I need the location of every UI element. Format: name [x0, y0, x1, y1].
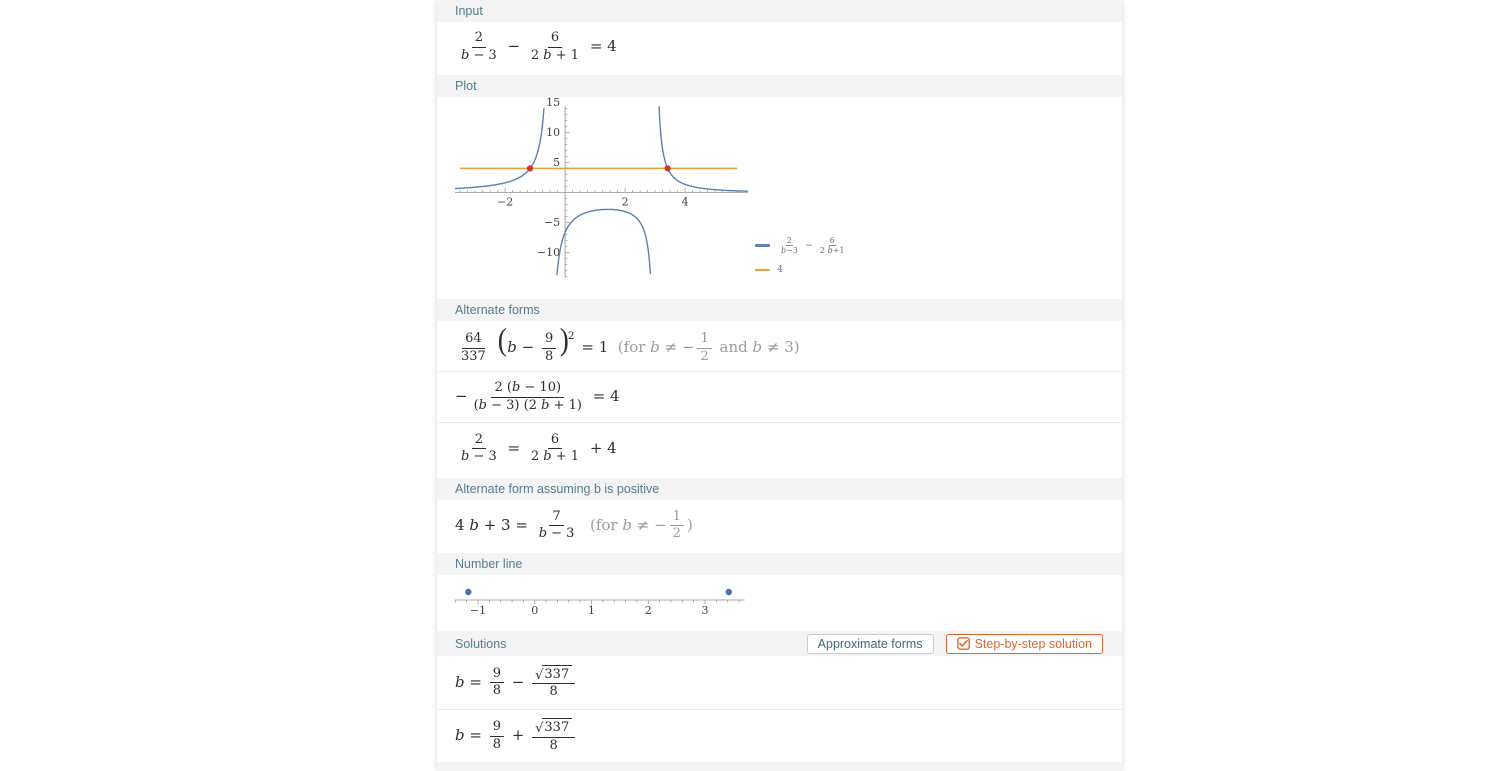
- solution-1[interactable]: [437, 656, 1122, 710]
- pod-title-number-line: Number line: [455, 557, 523, 571]
- alt-positive-form[interactable]: [437, 500, 1122, 551]
- pod-header-alt-positive: [437, 478, 1122, 500]
- checkbox-checked-icon: [957, 637, 970, 650]
- svg-text:−5: −5: [543, 215, 561, 229]
- pod-header-plot: [437, 75, 1122, 97]
- pod-title-input: Input: [455, 4, 483, 18]
- svg-text:10: 10: [546, 125, 561, 139]
- alternate-form-1-equation: $\frac{64}{337}$ (b − $\frac{9}{8}$ )$^2$ = 1 (for b ≠ − $\frac{1}{2}$ and b ≠ 3): [461, 321, 800, 364]
- plot-image[interactable]: [455, 95, 755, 288]
- svg-text:2: 2: [644, 604, 652, 617]
- svg-text:4: 4: [681, 195, 689, 209]
- step-by-step-label: Step-by-step solution: [974, 636, 1092, 651]
- solution-1-equation: b = $\frac{9}{8}$ − $\frac{√337}{8}$: [455, 665, 578, 701]
- alternate-form-1[interactable]: [437, 321, 1122, 372]
- plot-pod-content: [437, 97, 1122, 296]
- svg-text:−2: −2: [496, 195, 514, 209]
- input-expression[interactable]: [437, 22, 1122, 72]
- svg-text:3: 3: [701, 604, 709, 617]
- alt-positive-equation: 4 b + 3 = $\frac{7}{b - 3}$ (for b ≠ − $\frac{1}{2}$ ): [455, 508, 693, 541]
- pod-title-alt-positive: Alternate form assuming b is positive: [455, 482, 660, 496]
- solutions-buttons: [807, 634, 1103, 654]
- svg-text:15: 15: [546, 95, 561, 109]
- pod-header-solutions: [437, 631, 1122, 656]
- pod-title-solutions: Solutions: [455, 636, 507, 651]
- approximate-forms-label: Approximate forms: [817, 636, 923, 651]
- solution-2[interactable]: [437, 710, 1122, 762]
- alternate-form-3-equation: $\frac{2}{b - 3}$ = $\frac{6}{2 b + 1}$ + 4: [461, 431, 617, 464]
- plot-legend: $\frac{2}{b-3}$ − $\frac{6}{2 b+1}$ 4: [755, 236, 848, 284]
- svg-text:−10: −10: [536, 245, 561, 259]
- number-line-image[interactable]: [455, 585, 751, 630]
- pod-header-number-line: [437, 553, 1122, 575]
- alternate-form-3[interactable]: [437, 423, 1122, 474]
- svg-text:1: 1: [587, 604, 595, 617]
- number-line-pod-content: [437, 575, 1122, 628]
- svg-text:2: 2: [621, 195, 629, 209]
- alternate-form-2-equation: − $\frac{2 (b - 10)}{(b - 3) (2 b + 1)}$ = 4: [455, 380, 620, 413]
- next-pod-header-partial: [437, 762, 1122, 771]
- pod-title-plot: Plot: [455, 79, 477, 93]
- input-equation: $\frac{2}{b - 3}$ − $\frac{6}{2 b + 1}$ = 4: [461, 30, 617, 63]
- svg-text:−1: −1: [469, 604, 487, 617]
- pod-header-input: [437, 0, 1122, 22]
- step-by-step-solution-button[interactable]: [946, 634, 1103, 654]
- results-panel: [437, 0, 1122, 771]
- approximate-forms-button[interactable]: [807, 634, 934, 654]
- pod-title-alternate-forms: Alternate forms: [455, 303, 540, 317]
- solution-2-equation: b = $\frac{9}{8}$ + $\frac{√337}{8}$: [455, 718, 578, 754]
- svg-text:0: 0: [531, 604, 539, 617]
- pod-header-alternate-forms: [437, 299, 1122, 321]
- alternate-form-2[interactable]: [437, 372, 1122, 423]
- svg-text:5: 5: [553, 155, 561, 169]
